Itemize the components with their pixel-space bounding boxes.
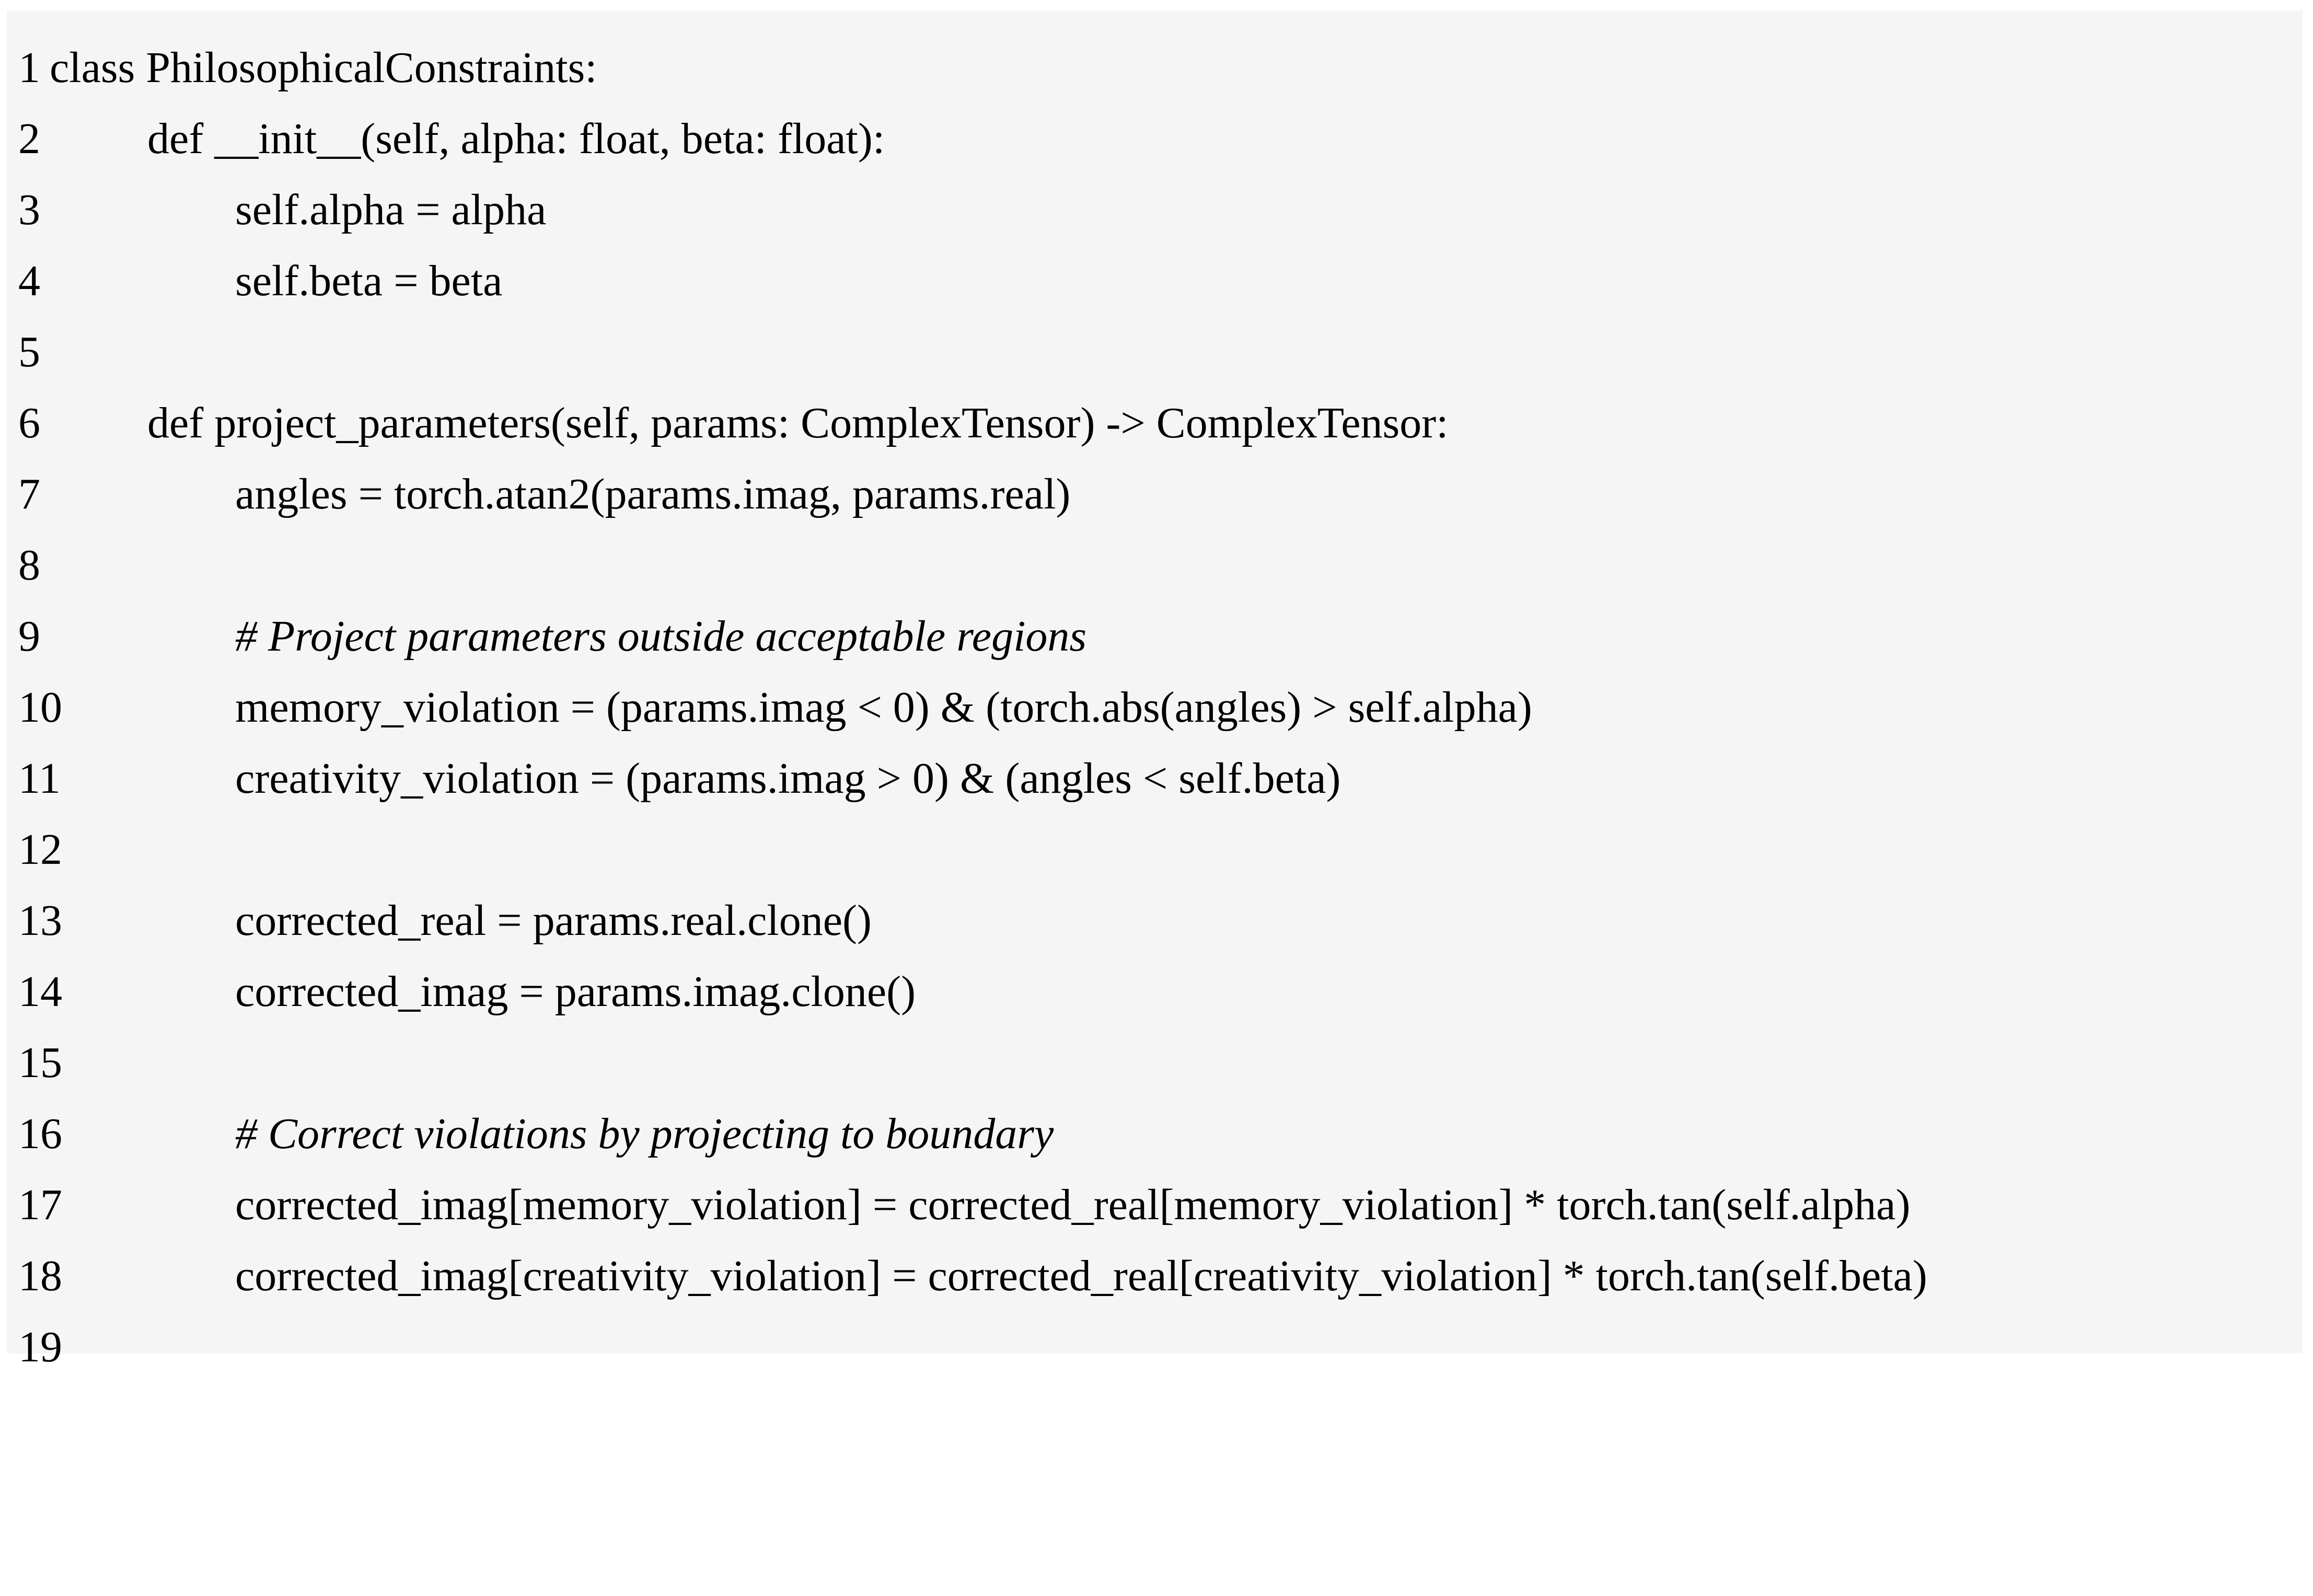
line-code: creativity_violation = (params.imag > 0) & (angles < self.beta) [235,754,1341,803]
code-line-14 [7,956,2303,1027]
line-number: 13 [18,896,62,945]
code-line-13 [7,885,2303,956]
code-comment: # Project parameters outside acceptable regions [235,612,1087,661]
line-number: 10 [18,683,62,732]
line-number: 17 [18,1181,62,1229]
code-comment: # Correct violations by projecting to boundary [235,1109,1054,1158]
code-line-18 [7,1241,2303,1312]
line-code: class PhilosophicalConstraints: [50,43,597,92]
line-number: 16 [18,1109,62,1158]
code-line-17 [7,1170,2303,1241]
line-code: def __init__(self, alpha: float, beta: float): [147,114,885,163]
code-line-19 [7,1312,2303,1383]
code-line-15 [7,1027,2303,1098]
line-code: self.alpha = alpha [235,186,547,234]
code-line-7 [7,459,2303,530]
line-code: angles = torch.atan2(params.imag, params.real) [235,470,1071,518]
line-number: 2 [18,114,40,163]
line-number: 6 [18,399,40,447]
code-line-1 [7,32,2303,103]
code-line-16 [7,1098,2303,1170]
code-line-5 [7,317,2303,388]
code-line-12 [7,814,2303,885]
line-number: 1 [18,43,40,92]
code-line-11 [7,743,2303,814]
line-code: memory_violation = (params.imag < 0) & (torch.abs(angles) > self.alpha) [235,683,1532,732]
line-code: def project_parameters(self, params: ComplexTensor) -> ComplexTensor: [147,399,1449,447]
line-code: corrected_real = params.real.clone() [235,896,872,945]
line-number: 9 [18,612,40,661]
code-line-6 [7,388,2303,459]
line-number: 7 [18,470,40,518]
line-number: 8 [18,541,40,589]
code-line-2 [7,103,2303,175]
line-number: 11 [18,754,61,803]
line-number: 18 [18,1252,62,1300]
line-number: 14 [18,967,62,1016]
code-line-10 [7,672,2303,743]
line-number: 5 [18,328,40,376]
code-line-9 [7,601,2303,672]
line-number: 19 [18,1323,62,1371]
code-line-3 [7,175,2303,246]
code-listing-panel [7,10,2303,1371]
line-code: corrected_imag[memory_violation] = corrected_real[memory_violation] * torch.tan(self.alpha) [235,1181,1911,1229]
code-line-8 [7,530,2303,601]
line-code: self.beta = beta [235,257,503,305]
line-number: 4 [18,257,40,305]
line-code: corrected_imag[creativity_violation] = corrected_real[creativity_violation] * torch.tan(self.beta) [235,1252,1927,1300]
line-number: 12 [18,825,62,874]
line-code: corrected_imag = params.imag.clone() [235,967,916,1016]
line-number: 3 [18,186,40,234]
line-number: 15 [18,1038,62,1087]
code-line-4 [7,246,2303,317]
